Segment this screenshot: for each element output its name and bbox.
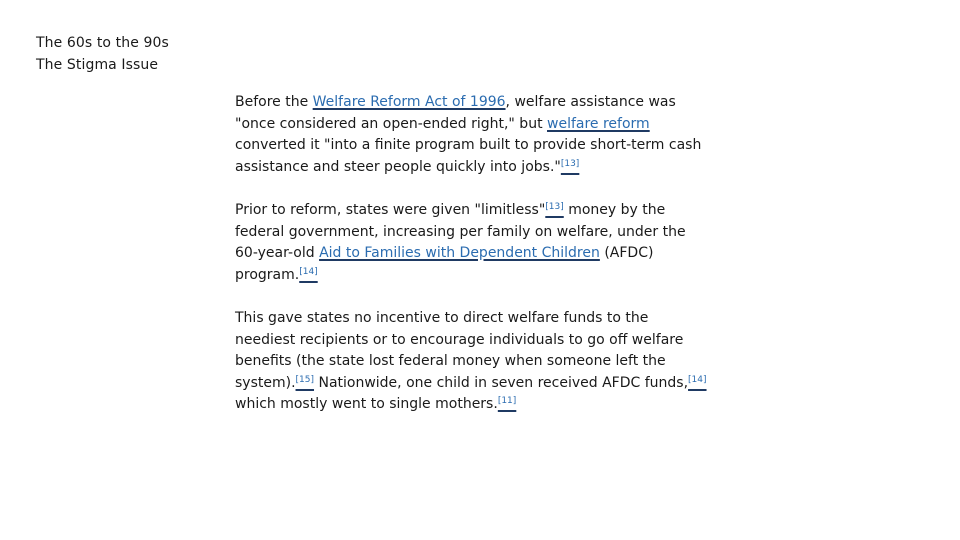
- citation-14: [299, 267, 317, 277]
- citation-13-link[interactable]: [13]: [545, 201, 564, 212]
- heading-line-2: The Stigma Issue: [36, 57, 159, 73]
- welfare-reform-act-link[interactable]: Welfare Reform Act of 1996: [312, 94, 506, 110]
- citation-14: [688, 375, 706, 385]
- paragraph-2: [235, 200, 710, 286]
- paragraph-2-text-2: money by the federal government, increasing per family on welfare, under the 60-year-old: [235, 201, 686, 262]
- paragraph-1: [235, 92, 710, 178]
- citation-13: [561, 159, 579, 169]
- paragraph-1-text-1: Before the: [235, 94, 313, 110]
- slide-heading: [36, 32, 169, 76]
- paragraph-3: [235, 308, 710, 416]
- citation-13: [545, 202, 563, 212]
- citation-15: [296, 375, 314, 385]
- paragraph-1-text-2: , welfare assistance was "once considered an open-ended right," but: [235, 94, 676, 132]
- afdc-link[interactable]: Aid to Families with Dependent Children: [319, 245, 600, 262]
- paragraph-2-text-1: Prior to reform, states were given "limitless": [235, 201, 546, 218]
- citation-14-link[interactable]: [14]: [688, 374, 707, 385]
- paragraph-3-text-3: which mostly went to single mothers.: [235, 396, 498, 413]
- paragraph-3-text-2: Nationwide, one child in seven received AFDC funds,: [314, 374, 689, 391]
- citation-11-link[interactable]: [11]: [497, 396, 517, 407]
- paragraph-3-text-1: This gave states no incentive to direct welfare funds to the neediest recipients or to encourage individuals to go off welfare benefits (the state lost federal money when someone left the system).: [235, 309, 684, 391]
- article-body: [235, 92, 710, 438]
- citation-14-link[interactable]: [14]: [299, 266, 318, 277]
- paragraph-1-text-3: converted it "into a finite program built to provide short-term cash assistance and steer people quickly into jobs.": [235, 137, 702, 175]
- citation-11: [498, 396, 516, 406]
- citation-15-link[interactable]: [15]: [295, 374, 315, 385]
- welfare-reform-link[interactable]: welfare reform: [547, 115, 650, 132]
- citation-13-link[interactable]: [13]: [560, 158, 580, 169]
- paragraph-2-text-3: (AFDC) program.: [235, 245, 654, 283]
- heading-line-1: The 60s to the 90s: [36, 35, 169, 51]
